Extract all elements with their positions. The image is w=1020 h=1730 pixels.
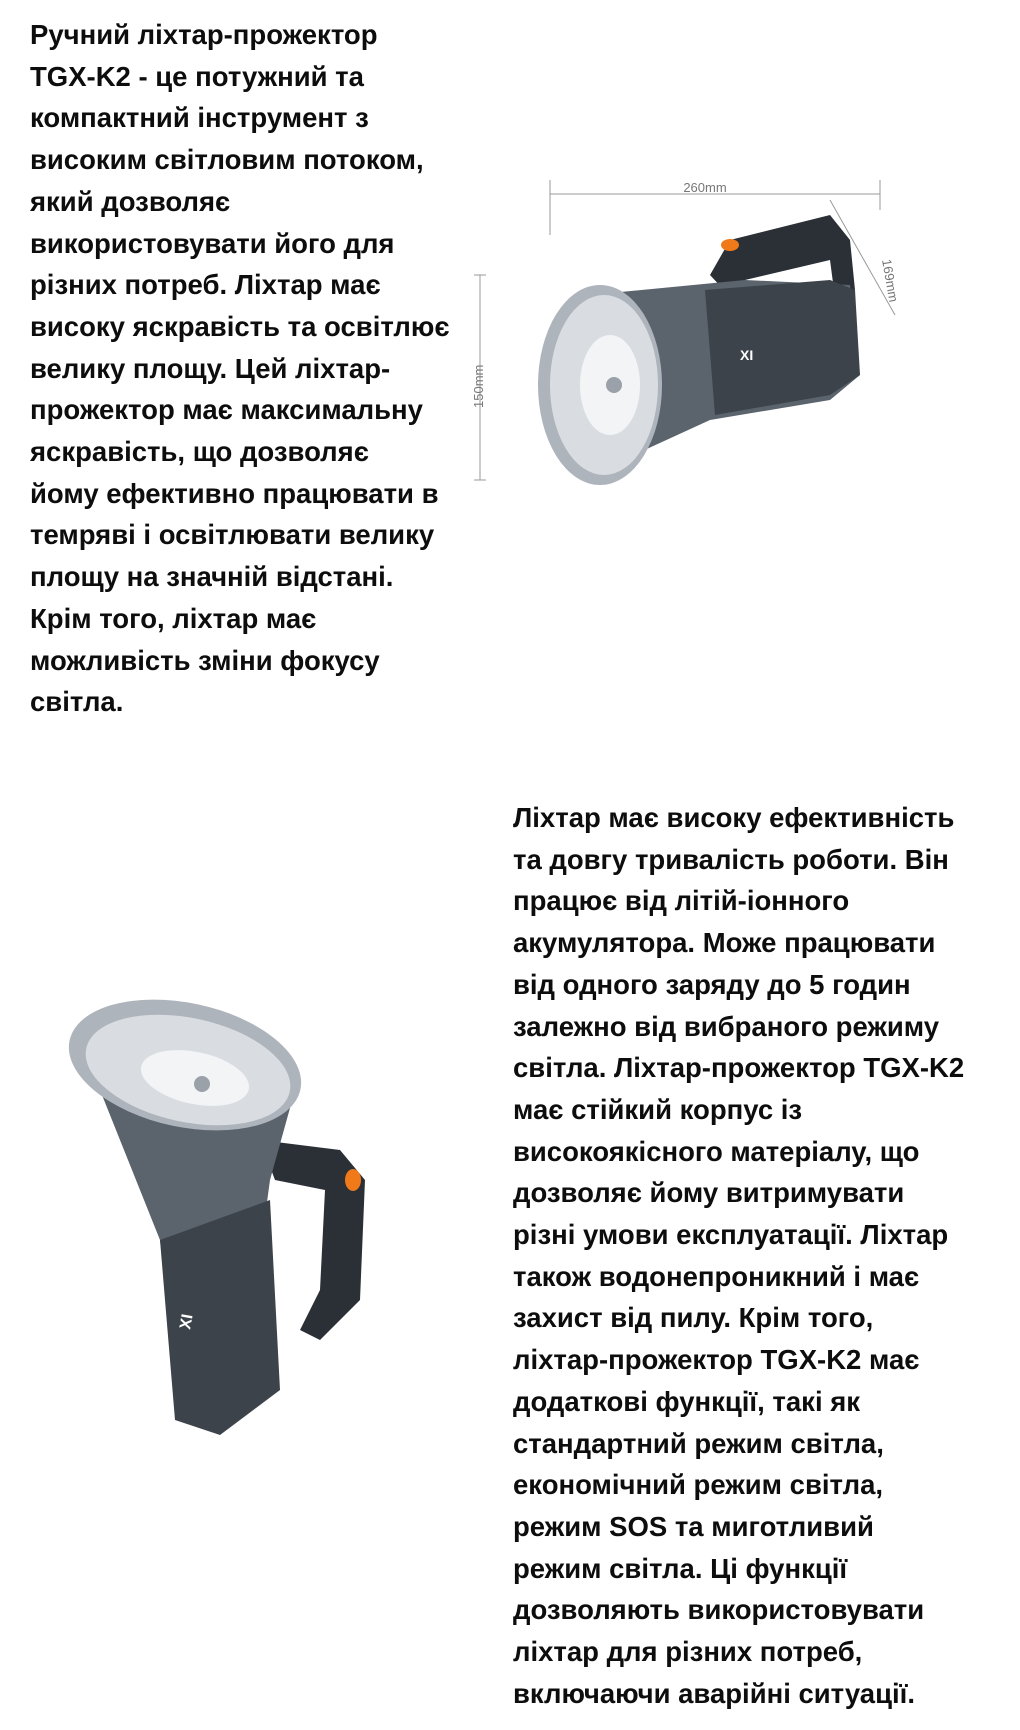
- text-line: високоякісного матеріалу, що: [513, 1135, 920, 1167]
- text-line: має стійкий корпус із: [513, 1093, 803, 1125]
- description-paragraph-1: [30, 14, 500, 723]
- text-line: йому ефективно працювати в: [30, 477, 439, 509]
- text-line: високу яскравість та освітлює: [30, 310, 450, 342]
- text-line: можливість зміни фокусу: [30, 644, 380, 676]
- text-line: прожектор має максимальну: [30, 394, 423, 426]
- text-line: високим світловим потоком,: [30, 144, 424, 176]
- text-line: TGX-K2 - це потужний та: [30, 60, 364, 92]
- brand-logo-text: XI: [740, 347, 754, 363]
- text-line: велику площу. Цей ліхтар-: [30, 352, 391, 384]
- power-button: [721, 239, 739, 251]
- text-line: який дозволяє: [30, 185, 231, 217]
- text-line: також водонепроникний і має: [513, 1260, 920, 1292]
- text-line: компактний інструмент з: [30, 102, 369, 134]
- flashlight-angled-illustration: [20, 1020, 440, 1500]
- text-line: та довгу тривалість роботи. Він: [513, 843, 949, 875]
- flashlight-battery-housing: [160, 1200, 280, 1435]
- text-line: Крім того, ліхтар має: [30, 602, 317, 634]
- text-line: світла.: [30, 686, 124, 718]
- brand-logo-text: XI: [177, 1312, 197, 1331]
- dimension-height-right-label: 169mm: [879, 257, 902, 304]
- text-line: Ліхтар має високу ефективність: [513, 802, 955, 833]
- flashlight-battery-housing: [705, 280, 860, 415]
- text-line: світла. Ліхтар-прожектор TGX-K2: [513, 1052, 965, 1084]
- flashlight-dimensions-image: [471, 180, 1000, 560]
- text-line: ліхтар для різних потреб,: [513, 1636, 863, 1668]
- flashlight-side-view-illustration: [471, 180, 1000, 560]
- text-line: економічний режим світла,: [513, 1469, 884, 1501]
- text-line: включаючи аварійні ситуації.: [513, 1677, 915, 1709]
- text-line: дозволяють використовувати: [513, 1594, 925, 1626]
- power-button: [345, 1169, 361, 1191]
- text-line: яскравість, що дозволяє: [30, 436, 369, 468]
- text-line: темряві і освітлювати велику: [30, 519, 435, 551]
- text-line: працює від літій-іонного: [513, 885, 850, 917]
- dimension-width-label: 260mm: [683, 180, 727, 195]
- dimension-height-left-label: 150mm: [471, 364, 486, 408]
- text-line: Ручний ліхтар-прожектор: [30, 19, 378, 50]
- text-line: залежно від вибраного режиму: [513, 1010, 940, 1042]
- led-lamp: [194, 1076, 210, 1092]
- text-line: різних потреб. Ліхтар має: [30, 269, 381, 301]
- description-paragraph-2: [513, 797, 1013, 1714]
- text-line: дозволяє йому витримувати: [513, 1177, 905, 1209]
- text-line: захист від пилу. Крім того,: [513, 1302, 874, 1334]
- text-line: різні умови експлуатації. Ліхтар: [513, 1219, 949, 1251]
- text-line: ліхтар-прожектор TGX-K2 має: [513, 1344, 920, 1376]
- text-line: режим SOS та миготливий: [513, 1510, 874, 1542]
- text-line: додаткові функції, такі як: [513, 1385, 861, 1417]
- text-line: використовувати його для: [30, 227, 395, 259]
- led-lamp: [606, 377, 622, 393]
- flashlight-angle-view-image: [20, 1020, 440, 1500]
- text-line: від одного заряду до 5 годин: [513, 968, 911, 1000]
- text-line: площу на значній відстані.: [30, 561, 394, 593]
- text-line: режим світла. Ці функції: [513, 1552, 848, 1584]
- text-line: акумулятора. Може працювати: [513, 927, 936, 959]
- text-line: стандартний режим світла,: [513, 1427, 884, 1459]
